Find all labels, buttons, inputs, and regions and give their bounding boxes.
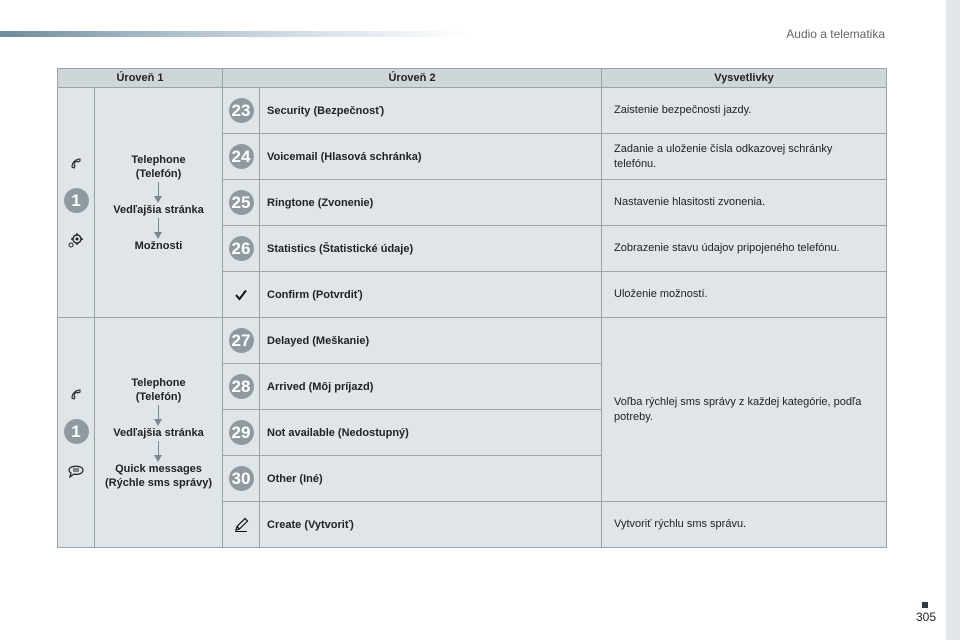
level1-quick-messages: Quick messages (Rýchle sms správy)	[105, 462, 212, 489]
menu-item-not-available: Not available (Nedostupný)	[260, 410, 602, 456]
menu-item-arrived: Arrived (Môj príjazd)	[260, 364, 602, 410]
number-badge: 1	[64, 419, 89, 444]
number-badge: 29	[229, 420, 254, 445]
header-level1: Úroveň 1	[58, 69, 223, 88]
menu-table	[57, 68, 887, 548]
menu-item-security: Security (Bezpečnosť)	[260, 88, 602, 134]
table-row	[58, 318, 887, 364]
level1-options: Možnosti	[134, 239, 183, 252]
description: Vytvoriť rýchlu sms správu.	[602, 502, 887, 548]
description: Zadanie a uloženie čísla odkazovej schránky telefónu.	[602, 134, 887, 180]
menu-item-create: Create (Vytvoriť)	[260, 502, 602, 548]
gear-icon	[67, 231, 85, 249]
number-badge: 25	[229, 190, 254, 215]
description-shared: Voľba rýchlej sms správy z každej kategórie, podľa potreby.	[602, 318, 887, 502]
header-gradient-bar	[0, 31, 470, 37]
page-marker	[922, 602, 928, 608]
header-explanations: Vysvetlivky	[602, 69, 887, 88]
menu-item-confirm: Confirm (Potvrdiť)	[260, 272, 602, 318]
menu-item-delayed: Delayed (Meškanie)	[260, 318, 602, 364]
menu-item-statistics: Statistics (Štatistické údaje)	[260, 226, 602, 272]
level1-subpage: Vedľajšia stránka	[113, 426, 204, 439]
menu-item-other: Other (Iné)	[260, 456, 602, 502]
number-badge: 1	[64, 188, 89, 213]
number-badge: 26	[229, 236, 254, 261]
group-icons-options	[58, 88, 95, 318]
header-level2: Úroveň 2	[223, 69, 602, 88]
number-badge: 30	[229, 466, 254, 491]
description: Nastavenie hlasitosti zvonenia.	[602, 180, 887, 226]
pencil-icon	[233, 517, 249, 533]
group-icons-quick-messages	[58, 318, 95, 548]
checkmark-icon	[235, 289, 247, 301]
arrow-down-icon	[158, 441, 159, 456]
section-title: Audio a telematika	[786, 27, 885, 41]
phone-handset-icon	[69, 156, 83, 170]
number-badge: 27	[229, 328, 254, 353]
level1-telephone: Telephone (Telefón)	[131, 376, 186, 403]
menu-item-ringtone: Ringtone (Zvonenie)	[260, 180, 602, 226]
description: Zobrazenie stavu údajov pripojeného telefónu.	[602, 226, 887, 272]
level1-path-options	[95, 88, 223, 318]
message-icon	[67, 462, 85, 478]
table-row	[58, 88, 887, 134]
arrow-down-icon	[158, 182, 159, 197]
description: Uloženie možností.	[602, 272, 887, 318]
page-edge-strip	[946, 0, 960, 640]
level1-telephone: Telephone (Telefón)	[131, 153, 186, 180]
level1-path-quick-messages	[95, 318, 223, 548]
arrow-down-icon	[158, 218, 159, 233]
level1-subpage: Vedľajšia stránka	[113, 203, 204, 216]
number-badge: 24	[229, 144, 254, 169]
number-badge: 28	[229, 374, 254, 399]
arrow-down-icon	[158, 405, 159, 420]
number-badge: 23	[229, 98, 254, 123]
description: Zaistenie bezpečnosti jazdy.	[602, 88, 887, 134]
table-header-row	[58, 69, 887, 88]
page-number: 305	[915, 610, 936, 624]
phone-handset-icon	[69, 387, 83, 401]
menu-item-voicemail: Voicemail (Hlasová schránka)	[260, 134, 602, 180]
